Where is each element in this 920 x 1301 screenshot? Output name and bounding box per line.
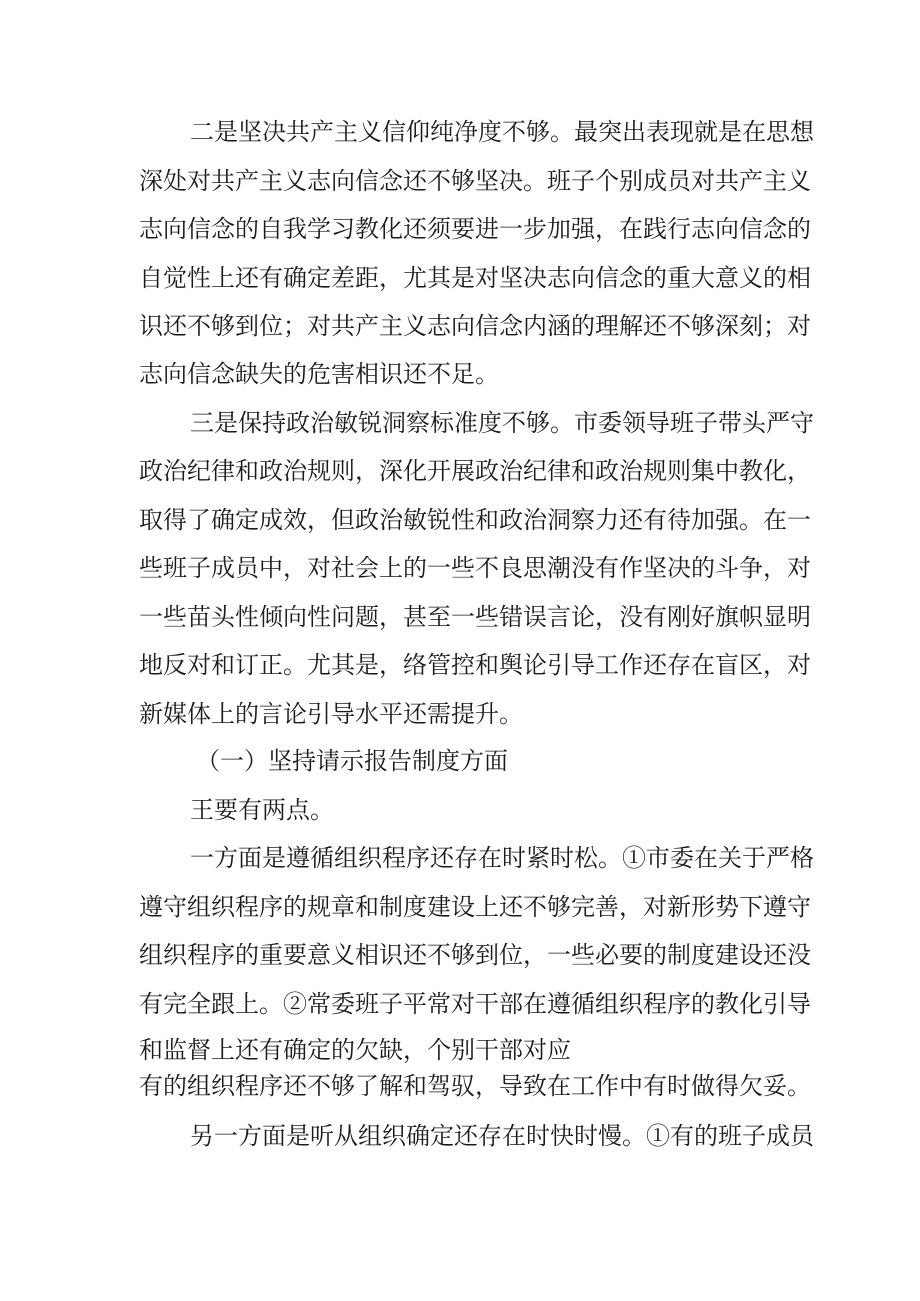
paragraph-line: 深处对共产主义志向信念还不够坚决。班子个别成员对共产主义 — [139, 167, 811, 195]
paragraph-line: 另一方面是听从组织确定还存在时快时慢。①有的班子成员 — [190, 1122, 814, 1150]
paragraph-line: 地反对和订正。尤其是，络管控和舆论引导工作还存在盲区，对 — [139, 651, 811, 679]
paragraph-line: 一方面是遵循组织程序还存在时紧时松。①市委在关于严格 — [190, 844, 814, 872]
paragraph-line: 识还不够到位；对共产主义志向信念内涵的理解还不够深刻；对 — [139, 312, 811, 340]
paragraph-line: 一些苗头性倾向性问题，甚至一些错误言论，没有刚好旗帜显明 — [139, 603, 811, 631]
paragraph-line: 遵守组织程序的规章和制度建设上还不够完善，对新形势下遵守 — [139, 893, 811, 921]
paragraph-line: 自觉性上还有确定差距，尤其是对坚决志向信念的重大意义的相 — [139, 264, 811, 292]
paragraph-line: 三是保持政治敏锐洞察标准度不够。市委领导班子带头严守 — [190, 409, 814, 437]
paragraph-line: 二是坚决共产主义信仰纯净度不够。最突出表现就是在思想 — [190, 118, 814, 146]
paragraph-line: 政治纪律和政治规则，深化开展政治纪律和政治规则集中教化， — [139, 457, 811, 485]
section-heading: （一）坚持请示报告制度方面 — [196, 747, 508, 775]
paragraph-line: 和监督上还有确定的欠缺，个别干部对应 — [139, 1036, 571, 1064]
paragraph-line: 有完全跟上。②常委班子平常对干部在遵循组织程序的教化引导 — [139, 990, 811, 1018]
paragraph-line: 取得了确定成效，但政治敏锐性和政治洞察力还有待加强。在一 — [139, 506, 811, 534]
paragraph-line: 志向信念缺失的危害相识还不足。 — [139, 360, 499, 388]
paragraph-line: 组织程序的重要意义相识还不够到位，一些必要的制度建设还没 — [139, 941, 811, 969]
paragraph-line: 些班子成员中，对社会上的一些不良思潮没有作坚决的斗争，对 — [139, 554, 811, 582]
paragraph-line: 有的组织程序还不够了解和驾驭，导致在工作中有时做得欠妥。 — [139, 1072, 811, 1100]
paragraph-line: 志向信念的自我学习教化还须要进一步加强，在践行志向信念的 — [139, 215, 811, 243]
paragraph-line: 新媒体上的言论引导水平还需提升。 — [139, 700, 523, 728]
paragraph-line: 王要有两点。 — [190, 796, 334, 824]
